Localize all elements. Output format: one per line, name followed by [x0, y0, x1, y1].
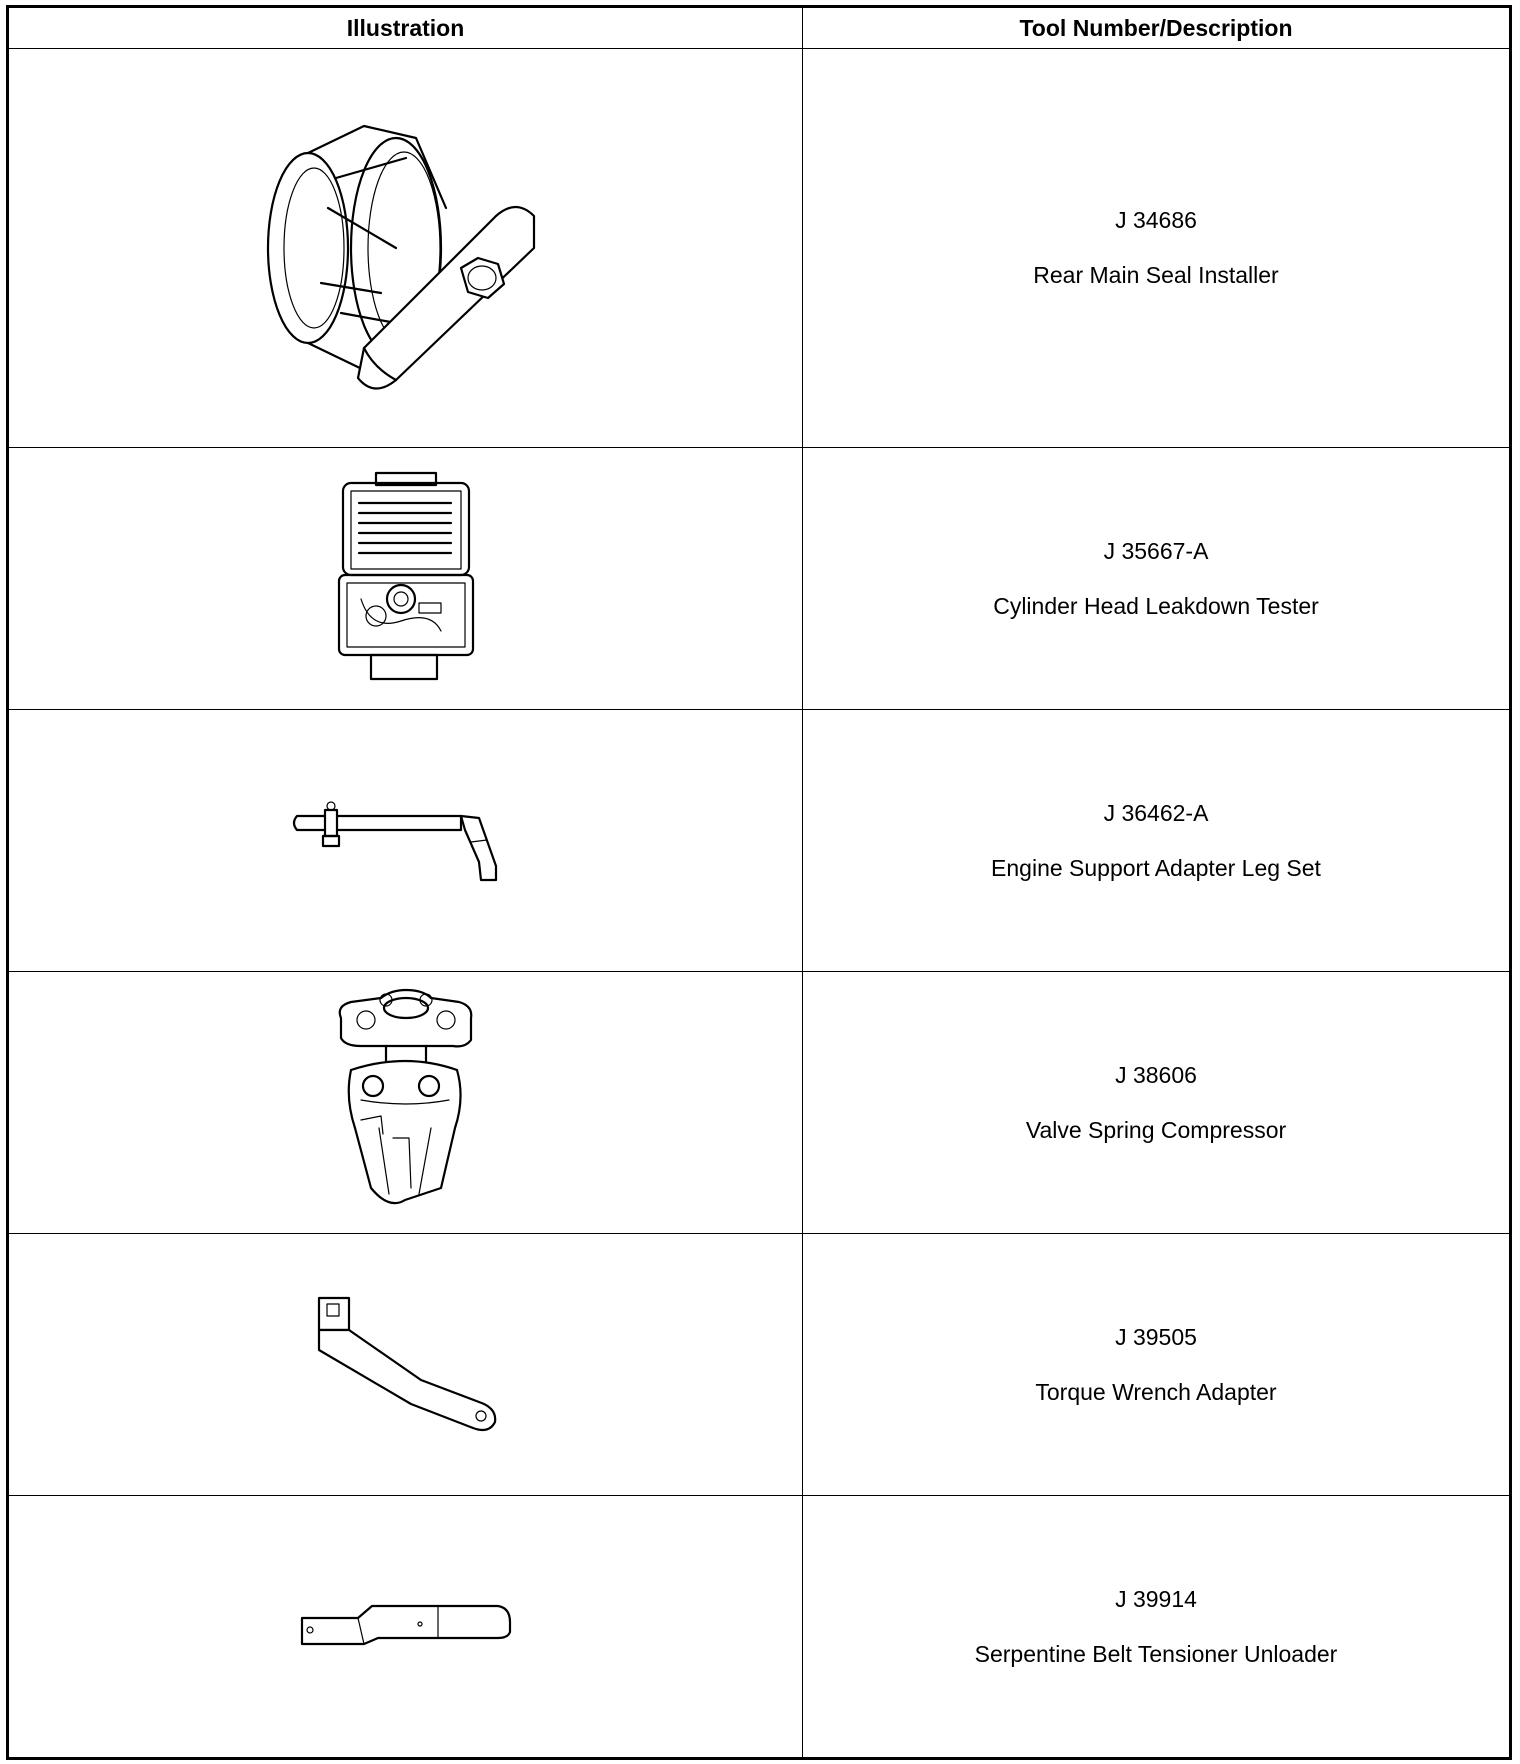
special-tools-table [6, 5, 1512, 1760]
illustration-cell [8, 448, 803, 710]
table-row [8, 710, 1511, 972]
column-header-illustration: Illustration [8, 7, 803, 49]
tool-name: Torque Wrench Adapter [1035, 1378, 1277, 1405]
tool-description-cell [803, 1496, 1511, 1759]
tool-number: J 34686 [1115, 207, 1197, 233]
tool-name: Engine Support Adapter Leg Set [991, 854, 1321, 881]
illustration-cell [8, 1496, 803, 1759]
tool-number: J 39914 [1115, 1585, 1197, 1612]
tool-description-cell [803, 49, 1511, 448]
table-header-row [8, 7, 1511, 49]
table-row [8, 448, 1511, 710]
tool-number: J 35667-A [1103, 537, 1209, 564]
tool-number: J 36462-A [1103, 799, 1209, 826]
adapter-leg-illustration [291, 796, 521, 886]
belt-tensioner-unloader-illustration [298, 1602, 513, 1652]
tool-name: Serpentine Belt Tensioner Unloader [974, 1640, 1338, 1667]
tool-description-cell [803, 710, 1511, 972]
torque-wrench-adapter-illustration [301, 1290, 511, 1440]
leakdown-tester-kit-illustration [331, 471, 481, 686]
tool-description-cell [803, 448, 1511, 710]
column-header-tool: Tool Number/Description [803, 7, 1511, 49]
tool-number: J 38606 [1115, 1061, 1197, 1088]
tool-description-cell [803, 1234, 1511, 1496]
table-row [8, 1496, 1511, 1759]
tool-name: Rear Main Seal Installer [1033, 262, 1279, 288]
illustration-cell [8, 710, 803, 972]
illustration-cell [8, 49, 803, 448]
tool-name: Valve Spring Compressor [1025, 1116, 1287, 1143]
table-row [8, 972, 1511, 1234]
tool-name: Cylinder Head Leakdown Tester [993, 592, 1319, 619]
tool-description-cell [803, 972, 1511, 1234]
illustration-cell [8, 1234, 803, 1496]
rear-main-seal-installer-illustration [246, 98, 566, 398]
table-row [8, 1234, 1511, 1496]
table-row [8, 49, 1511, 448]
valve-spring-compressor-illustration [331, 988, 481, 1218]
illustration-cell [8, 972, 803, 1234]
tool-number: J 39505 [1115, 1323, 1197, 1350]
